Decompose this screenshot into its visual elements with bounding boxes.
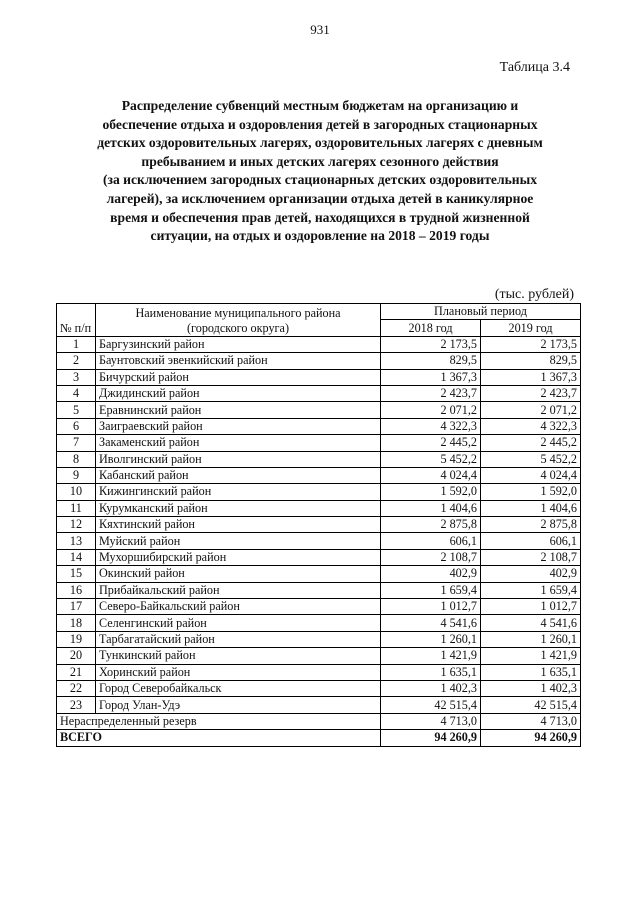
title-line: детских оздоровительных лагерях, оздоровительных лагерях с дневным: [97, 135, 543, 151]
value-2018: 1 260,1: [381, 631, 481, 647]
value-2019: 1 635,1: [481, 664, 581, 680]
row-number: 18: [57, 615, 96, 631]
row-number: 19: [57, 631, 96, 647]
row-number: 1: [57, 336, 96, 352]
value-2018: 2 173,5: [381, 336, 481, 352]
value-2018: 1 404,6: [381, 500, 481, 516]
title-line: (за исключением загородных стационарных детских оздоровительных: [102, 172, 538, 188]
row-number: 6: [57, 418, 96, 434]
district-name: Закаменский район: [96, 435, 381, 451]
header-name: [96, 304, 381, 337]
value-2019: 829,5: [481, 353, 581, 369]
row-number: 21: [57, 664, 96, 680]
row-number: 5: [57, 402, 96, 418]
value-2019: 4 322,3: [481, 418, 581, 434]
table-row: [57, 615, 581, 631]
value-2019: 1 012,7: [481, 599, 581, 615]
district-name: Тарбагатайский район: [96, 631, 381, 647]
row-number: 8: [57, 451, 96, 467]
table-row: [57, 566, 581, 582]
value-2019: 1 402,3: [481, 680, 581, 696]
value-2018: 1 592,0: [381, 484, 481, 500]
table-row: [57, 336, 581, 352]
reserve-row: [57, 713, 581, 729]
header-year-2019: 2019 год: [481, 320, 581, 336]
header-name-line1: Наименование муниципального района: [135, 305, 341, 320]
total-row: [57, 730, 581, 746]
reserve-2019: 4 713,0: [481, 713, 581, 729]
district-name: Город Северобайкальск: [96, 680, 381, 696]
value-2018: 2 423,7: [381, 385, 481, 401]
district-name: Селенгинский район: [96, 615, 381, 631]
value-2018: 2 108,7: [381, 549, 481, 565]
district-name: Окинский район: [96, 566, 381, 582]
district-name: Кабанский район: [96, 467, 381, 483]
district-name: Кижингинский район: [96, 484, 381, 500]
table-row: [57, 435, 581, 451]
value-2019: 5 452,2: [481, 451, 581, 467]
value-2019: 1 592,0: [481, 484, 581, 500]
value-2019: 2 173,5: [481, 336, 581, 352]
header-year-2018: 2018 год: [381, 320, 481, 336]
district-name: Джидинский район: [96, 385, 381, 401]
value-2018: 606,1: [381, 533, 481, 549]
value-2019: 4 024,4: [481, 467, 581, 483]
reserve-2018: 4 713,0: [381, 713, 481, 729]
row-number: 4: [57, 385, 96, 401]
table-row: [57, 599, 581, 615]
table-row: [57, 680, 581, 696]
value-2019: 2 071,2: [481, 402, 581, 418]
district-name: Еравнинский район: [96, 402, 381, 418]
row-number: 22: [57, 680, 96, 696]
title-line: время и обеспечения прав детей, находящихся в трудной жизненной: [110, 209, 530, 225]
value-2018: 829,5: [381, 353, 481, 369]
row-number: 10: [57, 484, 96, 500]
value-2019: 2 108,7: [481, 549, 581, 565]
row-number: 7: [57, 435, 96, 451]
reserve-label: Нераспределенный резерв: [57, 713, 381, 729]
table-row: [57, 451, 581, 467]
value-2019: 1 404,6: [481, 500, 581, 516]
value-2018: 1 659,4: [381, 582, 481, 598]
value-2019: 4 541,6: [481, 615, 581, 631]
value-2018: 4 541,6: [381, 615, 481, 631]
value-2019: 402,9: [481, 566, 581, 582]
value-2019: 1 367,3: [481, 369, 581, 385]
title-line: лагерей), за исключением организации отдыха детей в каникулярное: [106, 190, 534, 206]
table-row: [57, 369, 581, 385]
row-number: 17: [57, 599, 96, 615]
table-row: [57, 484, 581, 500]
row-number: 2: [57, 353, 96, 369]
value-2018: 42 515,4: [381, 697, 481, 713]
district-name: Кяхтинский район: [96, 517, 381, 533]
row-number: 16: [57, 582, 96, 598]
value-2019: 1 421,9: [481, 648, 581, 664]
value-2019: 1 260,1: [481, 631, 581, 647]
row-number: 9: [57, 467, 96, 483]
header-period: Плановый период: [381, 304, 581, 320]
value-2018: 2 071,2: [381, 402, 481, 418]
district-name: Прибайкальский район: [96, 582, 381, 598]
district-name: Курумканский район: [96, 500, 381, 516]
table-row: [57, 697, 581, 713]
title-line: Распределение субвенций местным бюджетам на организацию и: [121, 98, 519, 113]
page-number: 931: [310, 22, 330, 37]
value-2019: 2 875,8: [481, 517, 581, 533]
table-row: [57, 418, 581, 434]
table-row: [57, 467, 581, 483]
header-name-line2: (городского округа): [186, 320, 290, 335]
value-2018: 2 875,8: [381, 517, 481, 533]
table-row: [57, 664, 581, 680]
value-2018: 1 402,3: [381, 680, 481, 696]
value-2019: 42 515,4: [481, 697, 581, 713]
value-2019: 606,1: [481, 533, 581, 549]
table-row: [57, 402, 581, 418]
row-number: 23: [57, 697, 96, 713]
district-name: Баунтовский эвенкийский район: [96, 353, 381, 369]
table-header-row: [57, 304, 581, 320]
value-2018: 402,9: [381, 566, 481, 582]
district-name: Иволгинский район: [96, 451, 381, 467]
table-row: [57, 385, 581, 401]
district-name: Муйский район: [96, 533, 381, 549]
district-name: Северо-Байкальский район: [96, 599, 381, 615]
row-number: 12: [57, 517, 96, 533]
value-2018: 4 322,3: [381, 418, 481, 434]
title-line: пребыванием и иных детских лагерях сезонного действия: [141, 153, 499, 169]
header-num: № п/п: [57, 304, 96, 337]
row-number: 15: [57, 566, 96, 582]
district-name: Бичурский район: [96, 369, 381, 385]
title-line: обеспечение отдыха и оздоровления детей в загородных стационарных: [102, 116, 538, 132]
table-label: Таблица 3.4: [499, 60, 570, 75]
value-2018: 2 445,2: [381, 435, 481, 451]
table-row: [57, 549, 581, 565]
value-2019: 2 423,7: [481, 385, 581, 401]
district-name: Город Улан-Удэ: [96, 697, 381, 713]
row-number: 14: [57, 549, 96, 565]
value-2019: 2 445,2: [481, 435, 581, 451]
district-name: Тункинский район: [96, 648, 381, 664]
document-title: [60, 97, 580, 246]
table-row: [57, 582, 581, 598]
value-2018: 5 452,2: [381, 451, 481, 467]
district-name: Хоринский район: [96, 664, 381, 680]
row-number: 13: [57, 533, 96, 549]
row-number: 11: [57, 500, 96, 516]
total-2018: 94 260,9: [381, 730, 481, 746]
total-label: ВСЕГО: [57, 730, 381, 746]
value-2018: 4 024,4: [381, 467, 481, 483]
subvention-table: [56, 303, 581, 747]
units-label: (тыс. рублей): [494, 287, 574, 302]
table-row: [57, 631, 581, 647]
row-number: 3: [57, 369, 96, 385]
district-name: Заиграевский район: [96, 418, 381, 434]
value-2018: 1 012,7: [381, 599, 481, 615]
table-row: [57, 500, 581, 516]
value-2019: 1 659,4: [481, 582, 581, 598]
table-row: [57, 533, 581, 549]
table-row: [57, 517, 581, 533]
table-row: [57, 353, 581, 369]
value-2018: 1 367,3: [381, 369, 481, 385]
total-2019: 94 260,9: [481, 730, 581, 746]
district-name: Баргузинский район: [96, 336, 381, 352]
row-number: 20: [57, 648, 96, 664]
value-2018: 1 635,1: [381, 664, 481, 680]
value-2018: 1 421,9: [381, 648, 481, 664]
district-name: Мухоршибирский район: [96, 549, 381, 565]
table-body: [57, 336, 581, 746]
table-row: [57, 648, 581, 664]
title-line: ситуации, на отдых и оздоровление на 2018 – 2019 годы: [150, 228, 490, 244]
